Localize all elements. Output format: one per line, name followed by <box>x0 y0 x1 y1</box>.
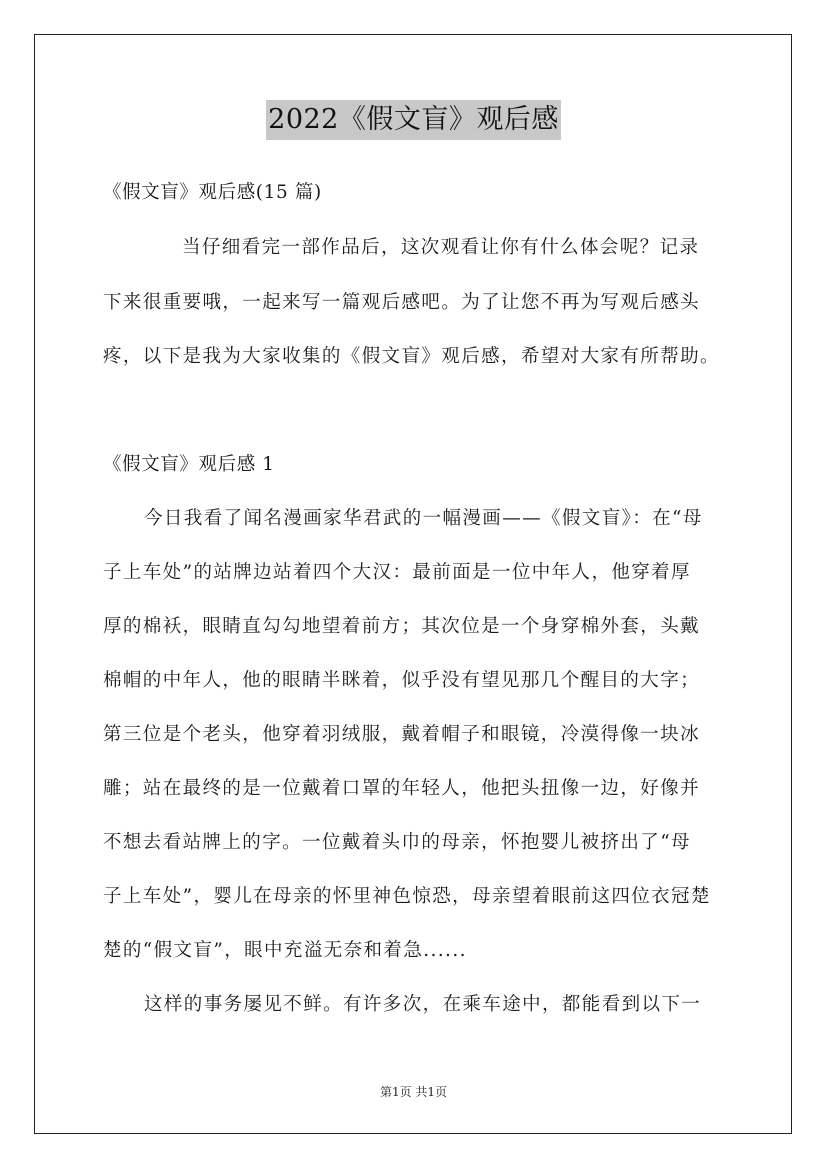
title-container <box>0 100 827 140</box>
page-footer: 第1页 共1页 <box>379 1085 448 1099</box>
body-line: 子上车处”，婴儿在母亲的怀里神色惊恐，母亲望着眼前这四位衣冠楚 <box>103 886 711 907</box>
document-subtitle: 《假文盲》观后感(15 篇) <box>103 182 322 203</box>
body-line: 子上车处”的站牌边站着四个大汉：最前面是一位中年人，他穿着厚 <box>103 562 691 583</box>
body-line: 第三位是个老头，他穿着羽绒服，戴着帽子和眼镜，冷漠得像一块冰 <box>103 724 701 745</box>
closing-line: 这样的事务屡见不鲜。有许多次，在乘车途中，都能看到以下一 <box>144 994 702 1015</box>
body-line: 雕；站在最终的是一位戴着口罩的年轻人，他把头扭像一边，好像并 <box>103 778 701 799</box>
body-line: 不想去看站牌上的字。一位戴着头巾的母亲，怀抱婴儿被挤出了“母 <box>103 832 691 853</box>
document-title: 2022《假文盲》观后感 <box>266 100 561 140</box>
body-line: 楚的“假文盲”，眼中充溢无奈和着急...... <box>103 940 467 961</box>
section-heading: 《假文盲》观后感 1 <box>103 454 275 475</box>
body-line: 棉帽的中年人，他的眼睛半眯着，似乎没有望见那几个醒目的大字； <box>103 670 701 691</box>
intro-line: 疼，以下是我为大家收集的《假文盲》观后感，希望对大家有所帮助。 <box>103 346 720 367</box>
body-line: 厚的棉袄，眼睛直勾勾地望着前方；其次位是一个身穿棉外套，头戴 <box>103 616 701 637</box>
intro-line: 当仔细看完一部作品后，这次观看让你有什么体会呢？记录 <box>182 237 700 258</box>
intro-line: 下来很重要哦，一起来写一篇观后感吧。为了让您不再为写观后感头 <box>103 292 701 313</box>
body-line: 今日我看了闻名漫画家华君武的一幅漫画——《假文盲》：在“母 <box>144 508 703 529</box>
